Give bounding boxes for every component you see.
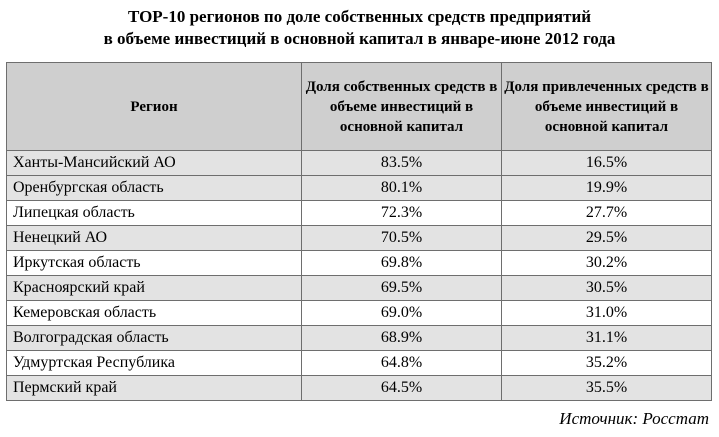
cell-own-share: 64.5%	[302, 376, 502, 401]
cell-borrowed-share: 29.5%	[502, 226, 712, 251]
table-row	[7, 176, 712, 201]
cell-own-share: 68.9%	[302, 326, 502, 351]
cell-borrowed-share: 27.7%	[502, 201, 712, 226]
cell-borrowed-share: 30.2%	[502, 251, 712, 276]
cell-region: Оренбургская область	[7, 176, 302, 201]
cell-own-share: 69.0%	[302, 301, 502, 326]
cell-region: Ненецкий АО	[7, 226, 302, 251]
header-region: Регион	[7, 63, 302, 151]
cell-own-share: 70.5%	[302, 226, 502, 251]
title-line-2: в объеме инвестиций в основной капитал в январе-июне 2012 года	[103, 29, 616, 48]
cell-region: Иркутская область	[7, 251, 302, 276]
cell-borrowed-share: 30.5%	[502, 276, 712, 301]
cell-borrowed-share: 35.2%	[502, 351, 712, 376]
cell-borrowed-share: 31.0%	[502, 301, 712, 326]
table-title	[0, 6, 719, 50]
cell-own-share: 83.5%	[302, 151, 502, 176]
cell-own-share: 69.8%	[302, 251, 502, 276]
cell-borrowed-share: 31.1%	[502, 326, 712, 351]
table-row	[7, 276, 712, 301]
table-row	[7, 376, 712, 401]
table-row	[7, 351, 712, 376]
cell-region: Удмуртская Республика	[7, 351, 302, 376]
cell-borrowed-share: 19.9%	[502, 176, 712, 201]
title-line-1: ТОР-10 регионов по доле собственных средств предприятий	[127, 7, 592, 26]
cell-borrowed-share: 35.5%	[502, 376, 712, 401]
cell-region: Пермский край	[7, 376, 302, 401]
cell-region: Красноярский край	[7, 276, 302, 301]
table-row	[7, 151, 712, 176]
cell-own-share: 72.3%	[302, 201, 502, 226]
cell-region: Волгоградская область	[7, 326, 302, 351]
cell-region: Ханты-Мансийский АО	[7, 151, 302, 176]
cell-own-share: 80.1%	[302, 176, 502, 201]
table-row	[7, 326, 712, 351]
cell-region: Кемеровская область	[7, 301, 302, 326]
cell-own-share: 69.5%	[302, 276, 502, 301]
table-row	[7, 251, 712, 276]
regions-table	[6, 62, 712, 401]
table-row	[7, 201, 712, 226]
table-header-row	[7, 63, 712, 151]
cell-own-share: 64.8%	[302, 351, 502, 376]
cell-region: Липецкая область	[7, 201, 302, 226]
cell-borrowed-share: 16.5%	[502, 151, 712, 176]
table-row	[7, 301, 712, 326]
header-borrowed-share: Доля привлеченных средств в объеме инвестиций в основной капитал	[502, 63, 712, 151]
table-row	[7, 226, 712, 251]
source-note: Источник: Росстат	[559, 409, 709, 428]
header-own-share: Доля собственных средств в объеме инвестиций в основной капитал	[302, 63, 502, 151]
